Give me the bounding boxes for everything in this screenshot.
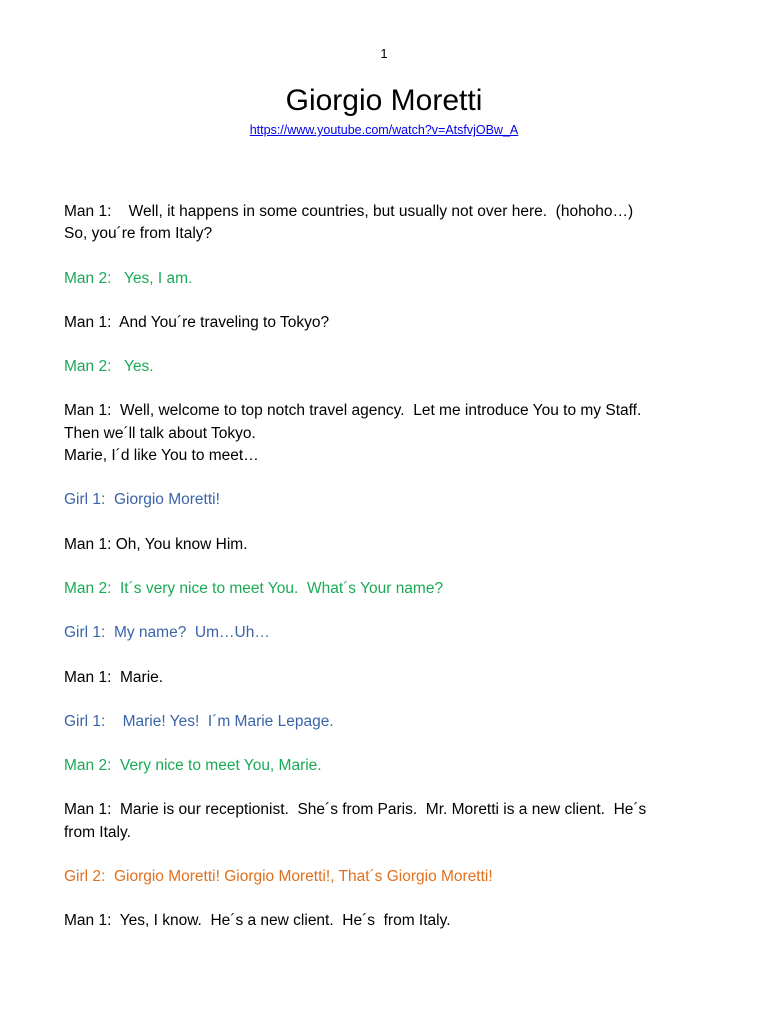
dialogue-line-girl1 xyxy=(64,622,704,644)
dialogue-transcript xyxy=(64,201,704,955)
dialogue-line-girl2 xyxy=(64,866,704,888)
dialogue-line-man1 xyxy=(64,400,704,467)
dialogue-text: Man 1: Marie. xyxy=(64,668,164,686)
dialogue-text: Man 1: And You´re traveling to Tokyo? xyxy=(64,313,330,331)
dialogue-text: Man 1: Yes, I know. He´s a new client. He´s from Italy. xyxy=(64,912,451,930)
dialogue-line-man1 xyxy=(64,799,704,844)
dialogue-text: Marie, I´d like You to meet… xyxy=(64,447,259,465)
dialogue-text: Man 1: Oh, You know Him. xyxy=(64,535,248,553)
dialogue-text: Man 2: It´s very nice to meet You. What´s Your name? xyxy=(64,579,444,597)
dialogue-text: Man 2: Yes, I am. xyxy=(64,269,193,287)
dialogue-line-man2 xyxy=(64,268,704,290)
dialogue-text: Man 1: Well, welcome to top notch travel agency. Let me introduce You to my Staff. xyxy=(64,402,642,420)
dialogue-line-man1 xyxy=(64,312,704,334)
page-number: 1 xyxy=(380,46,388,61)
dialogue-line-girl1 xyxy=(64,489,704,511)
document-title: Giorgio Moretti xyxy=(285,84,483,117)
dialogue-text: Girl 2: Giorgio Moretti! Giorgio Moretti!, That´s Giorgio Moretti! xyxy=(64,868,493,886)
dialogue-line-man2 xyxy=(64,356,704,378)
dialogue-line-girl1 xyxy=(64,711,704,733)
dialogue-text: Then we´ll talk about Tokyo. xyxy=(64,424,256,442)
dialogue-text: Man 2: Very nice to meet You, Marie. xyxy=(64,757,322,775)
dialogue-text: from Italy. xyxy=(64,823,131,841)
dialogue-text: Girl 1: Giorgio Moretti! xyxy=(64,491,220,509)
dialogue-text: So, you´re from Italy? xyxy=(64,225,213,243)
dialogue-line-man1 xyxy=(64,667,704,689)
dialogue-line-man1 xyxy=(64,201,704,246)
dialogue-text: Girl 1: Marie! Yes! I´m Marie Lepage. xyxy=(64,712,334,730)
dialogue-line-man1 xyxy=(64,534,704,556)
dialogue-text: Man 2: Yes. xyxy=(64,358,154,376)
dialogue-line-man2 xyxy=(64,755,704,777)
dialogue-text: Man 1: Well, it happens in some countries, but usually not over here. (hohoho…) xyxy=(64,203,634,220)
dialogue-text: Man 1: Marie is our receptionist. She´s from Paris. Mr. Moretti is a new client. He´s xyxy=(64,801,647,819)
dialogue-line-man1 xyxy=(64,910,704,932)
dialogue-text: Girl 1: My name? Um…Uh… xyxy=(64,624,270,642)
youtube-link[interactable]: https://www.youtube.com/watch?v=AtsfvjOBw_A xyxy=(249,123,519,137)
dialogue-line-man2 xyxy=(64,578,704,600)
